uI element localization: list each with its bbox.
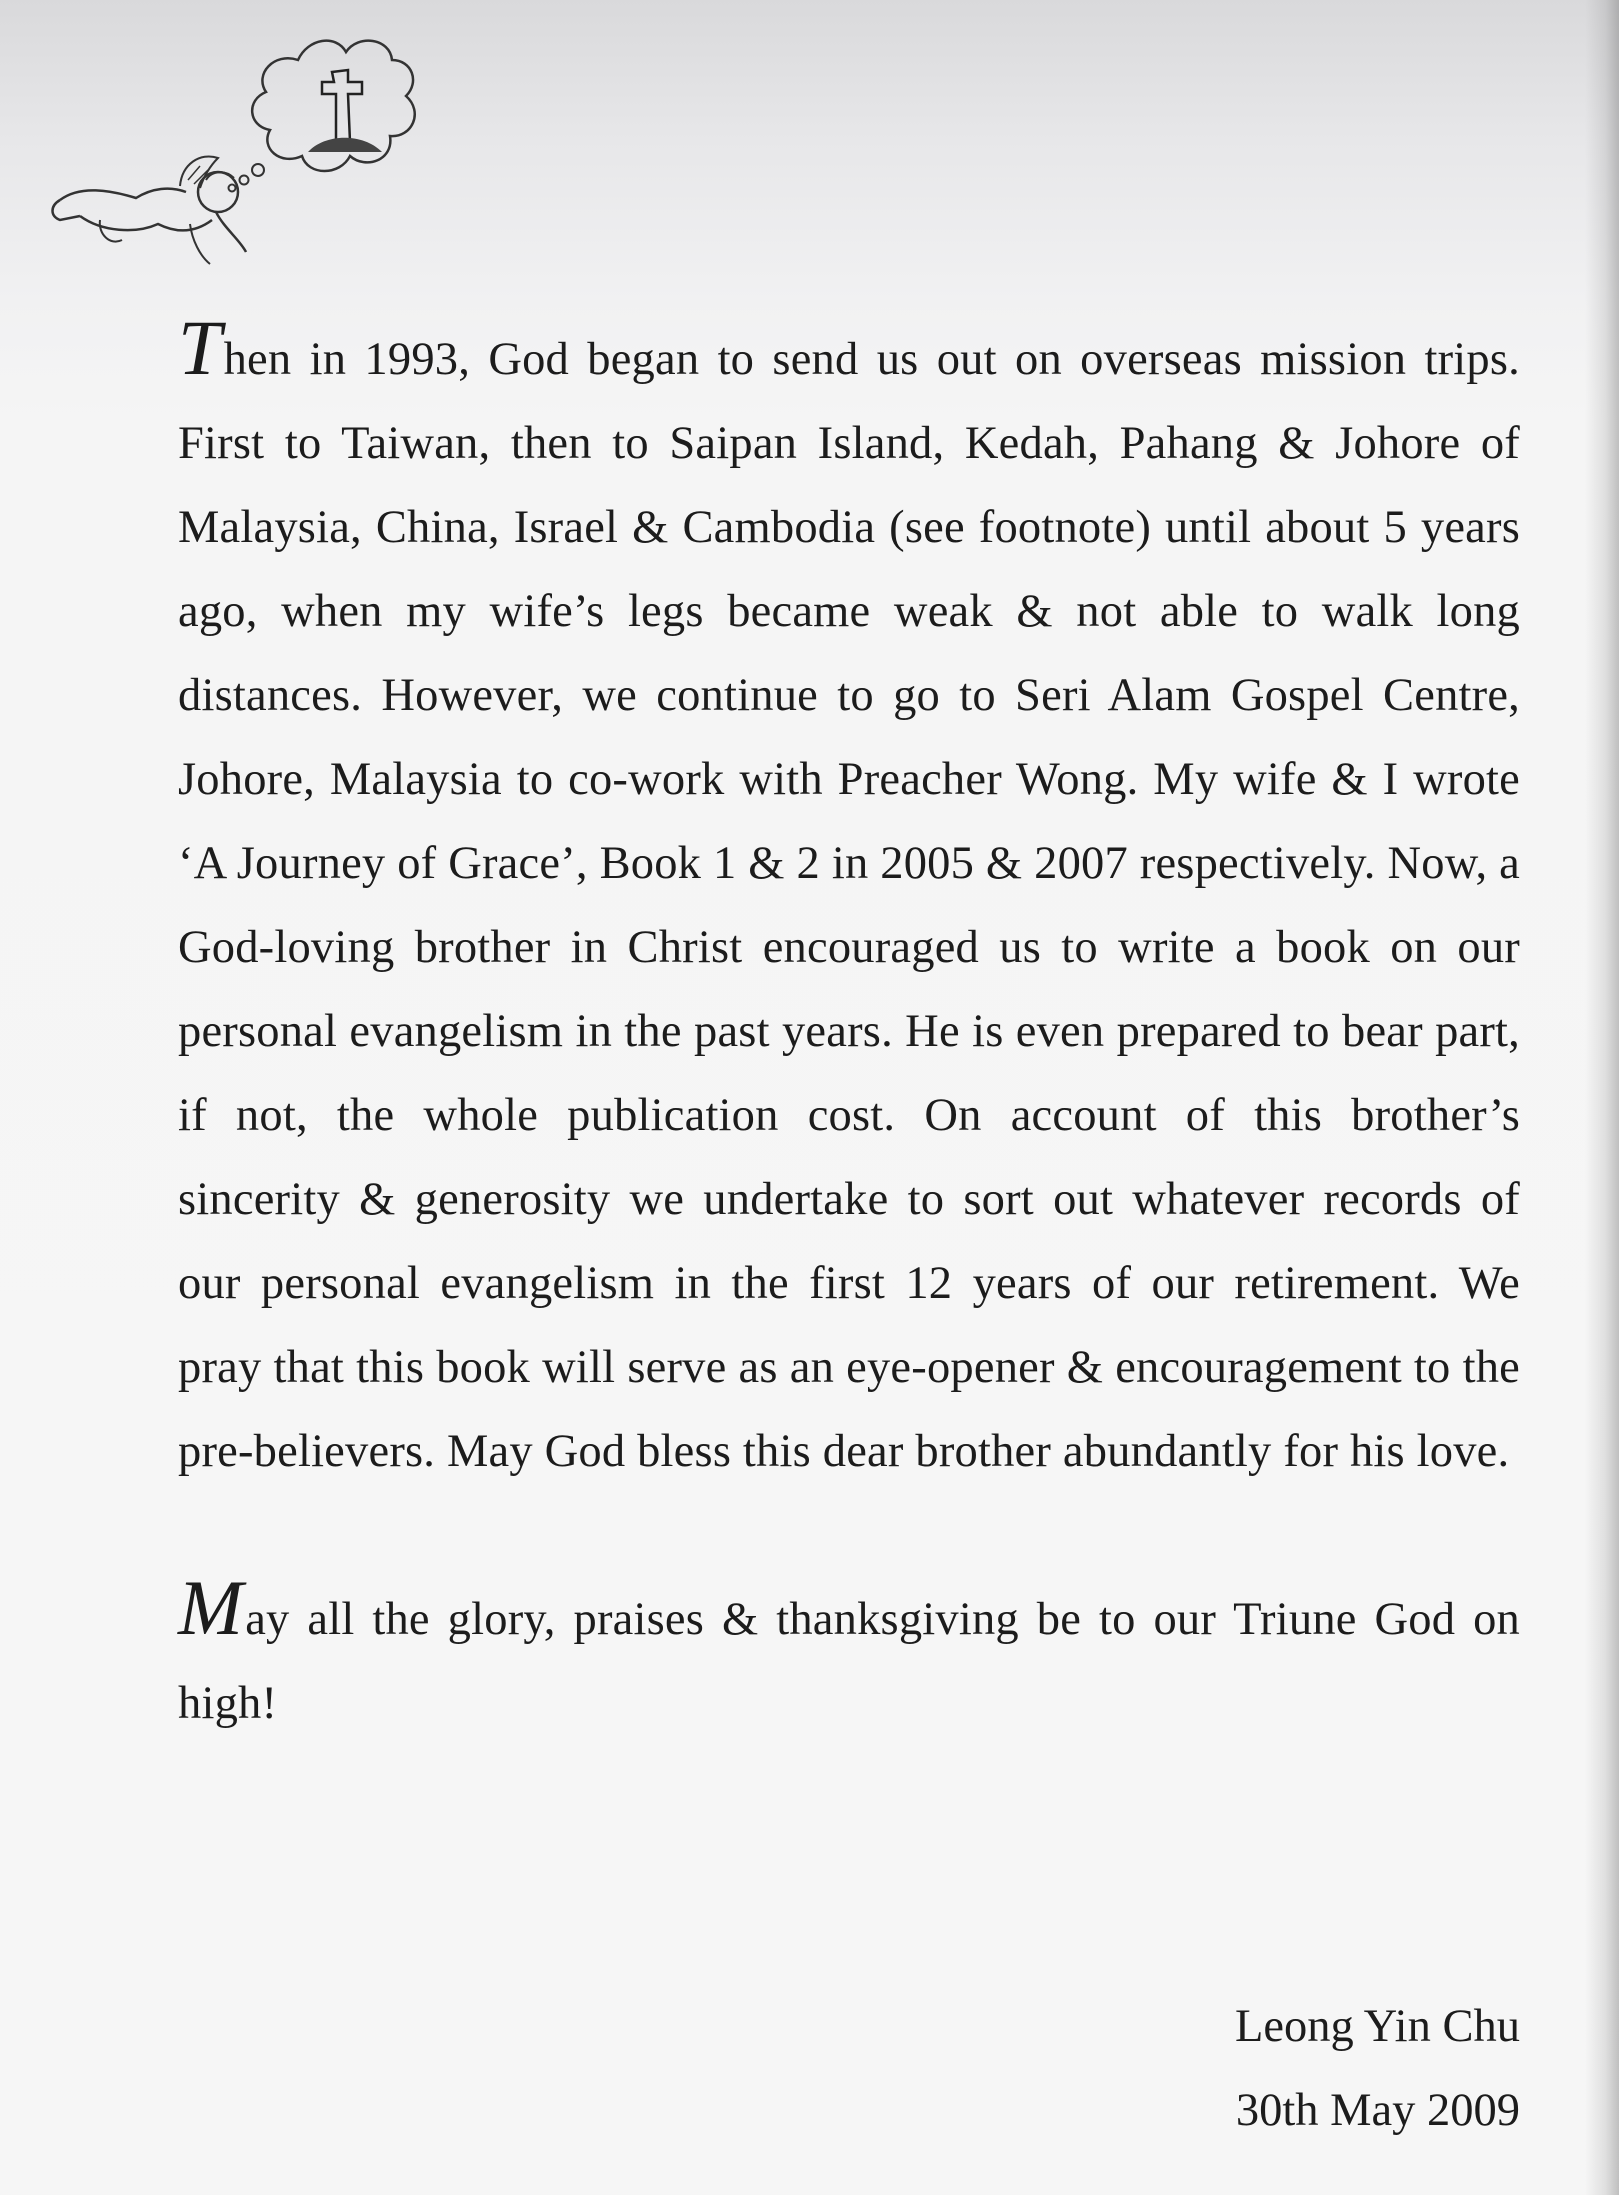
paragraph-text: hen in 1993, God began to send us out on overseas mission trips. First to Taiwan, then to Saipan Island, Kedah, Pahang & Johore of Malaysia, China, Israel & Cambodia (see footnote) until about 5 years ago, when my wife’s legs became weak & not able to walk long distances. However, we continue to go to Seri Alam Gospel Centre, Johore, Malaysia to co-work with Preacher Wong. My wife & I wrote ‘A Journey of Grace’, Book 1 & 2 in 2005 & 2007 respectively. Now, a God-loving brother in Christ encouraged us to write a book on our personal evangelism in the past years. He is even prepared to bear part, if not, the whole publication cost. On account of this brother’s sincerity & generosity we undertake to sort out whatever records of our personal evangelism in the first 12 years of our retirement. We pray that this book will serve as an eye-opener & encouragement to the pre-believers. May God bless this dear brother abundantly for his love.	[178, 334, 1520, 1477]
paragraph-doxology: May all the glory, praises & thanksgiving be to our Triune God on high!	[178, 1564, 1520, 1729]
paragraph-text: ay all the glory, praises & thanksgiving be to our Triune God on high!	[178, 1594, 1520, 1729]
body-text	[178, 304, 1520, 1746]
spine-shadow	[1585, 0, 1619, 2195]
signature-date: 30th May 2009	[1235, 2085, 1520, 2136]
author-name: Leong Yin Chu	[1234, 2001, 1520, 2052]
angel-thinking-of-cross-icon	[40, 20, 480, 280]
paragraph-mission-trips: Then in 1993, God began to send us out on overseas mission trips. First to Taiwan, then to Saipan Island, Kedah, Pahang & Johore of Malaysia, China, Israel & Cambodia (see footnote) until about 5 years ago, when my wife’s legs became weak & not able to walk long distances. However, we continue to go to Seri Alam Gospel Centre, Johore, Malaysia to co-work with Preacher Wong. My wife & I wrote ‘A Journey of Grace’, Book 1 & 2 in 2005 & 2007 respectively. Now, a God-loving brother in Christ encouraged us to write a book on our personal evangelism in the past years. He is even prepared to bear part, if not, the whole publication cost. On account of this brother’s sincerity & generosity we undertake to sort out whatever records of our personal evangelism in the first 12 years of our retirement. We pray that this book will serve as an eye-opener & encouragement to the pre-believers. May God bless this dear brother abundantly for his love.	[178, 304, 1520, 1477]
signature-block	[1235, 1985, 1520, 2153]
